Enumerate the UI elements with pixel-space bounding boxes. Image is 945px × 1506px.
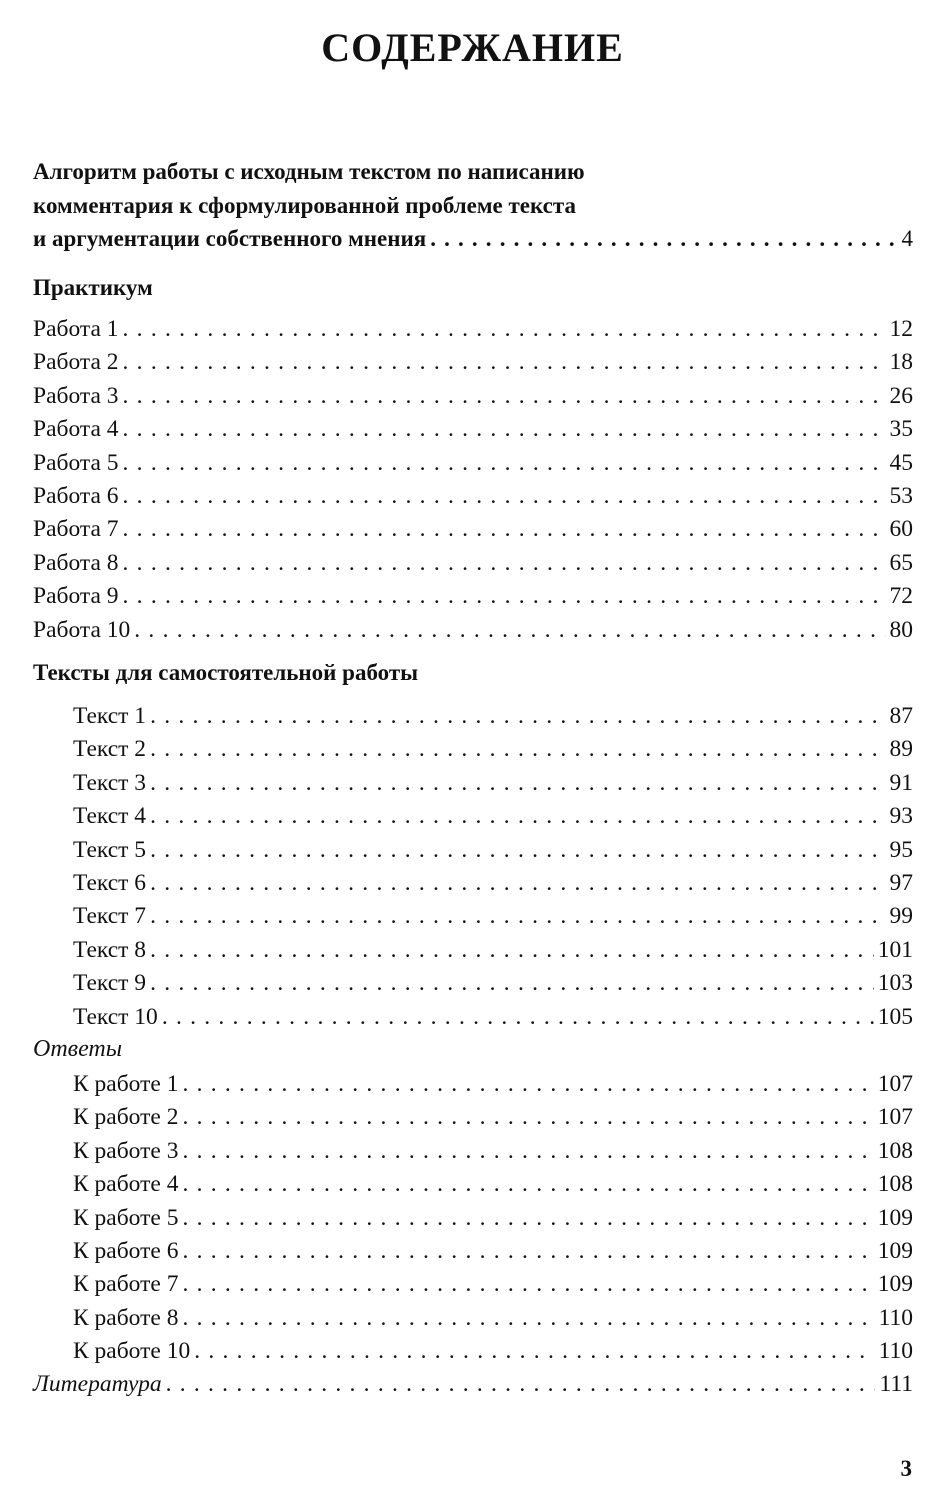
toc-entry[interactable] xyxy=(73,1202,913,1235)
intro-line-3: и аргументации собственного мнения xyxy=(33,226,427,251)
toc-entry[interactable] xyxy=(73,800,913,833)
leader-dots xyxy=(150,800,885,833)
toc-entry-label: К работе 5 xyxy=(73,1204,179,1231)
toc-entry[interactable] xyxy=(73,733,913,766)
toc-entry-page: 105 xyxy=(877,1003,913,1030)
toc-entry-label: Работа 5 xyxy=(33,449,119,476)
toc-entry[interactable] xyxy=(73,867,913,900)
toc-entry-page: 103 xyxy=(877,970,913,997)
toc-entry[interactable] xyxy=(33,313,913,346)
toc-entry[interactable] xyxy=(33,513,913,546)
leader-dots xyxy=(123,313,886,346)
leader-dots xyxy=(182,1168,873,1201)
toc-entry-label: Работа 1 xyxy=(33,316,119,342)
leader-dots xyxy=(123,447,886,480)
toc-entry-label: Текст 3 xyxy=(73,769,147,796)
leader-dots xyxy=(162,1001,874,1034)
leader-dots xyxy=(123,480,886,513)
leader-dots xyxy=(182,1101,873,1134)
toc-entry-label: К работе 2 xyxy=(73,1104,179,1131)
leader-dots xyxy=(123,346,886,379)
leader-dots xyxy=(150,867,885,900)
toc-entry[interactable] xyxy=(73,1101,913,1134)
toc-entry-page: 109 xyxy=(877,1204,913,1231)
toc-entry[interactable] xyxy=(73,767,913,800)
toc-entry-label: Работа 2 xyxy=(33,349,119,376)
toc-intro-last-line[interactable] xyxy=(33,222,913,255)
toc-entry[interactable] xyxy=(73,1001,913,1034)
toc-entry-label: Текст 10 xyxy=(73,1003,158,1030)
toc-entry-label: Работа 10 xyxy=(33,616,131,643)
toc-entry[interactable] xyxy=(33,447,913,480)
leader-dots xyxy=(182,1202,873,1235)
toc-entry-page: 26 xyxy=(889,382,913,409)
leader-dots xyxy=(150,834,885,867)
toc-entry[interactable] xyxy=(73,1268,913,1301)
toc-entry-label: Работа 6 xyxy=(33,483,119,509)
toc-entry-page: 95 xyxy=(889,836,913,863)
toc-entry-page: 72 xyxy=(889,583,913,610)
toc-entry[interactable] xyxy=(73,1135,913,1168)
toc-entry-page: 89 xyxy=(889,736,913,763)
toc-entry-page: 87 xyxy=(889,703,913,729)
toc-entry-page: 91 xyxy=(889,769,913,796)
toc-entry-page: 107 xyxy=(877,1104,913,1131)
literature-label: Литература xyxy=(33,1371,162,1397)
toc-entry-page: 93 xyxy=(889,803,913,830)
leader-dots xyxy=(182,1235,873,1268)
toc-entry-label: Работа 3 xyxy=(33,382,119,409)
leader-dots xyxy=(430,222,897,255)
toc-entry-label: К работе 6 xyxy=(73,1238,179,1264)
leader-dots xyxy=(123,380,886,413)
leader-dots xyxy=(123,513,886,546)
toc-entry-page: 60 xyxy=(889,516,913,543)
toc-entry-label: К работе 1 xyxy=(73,1071,179,1097)
page-title: СОДЕРЖАНИЕ xyxy=(321,25,624,70)
leader-dots xyxy=(150,700,885,733)
toc-entry-page: 80 xyxy=(889,616,913,643)
section-heading-answers: Ответы xyxy=(33,1036,123,1062)
toc-entry-page: 109 xyxy=(877,1238,913,1264)
toc-entry-page: 18 xyxy=(889,349,913,376)
leader-dots xyxy=(182,1068,873,1101)
toc-entry-literature[interactable] xyxy=(33,1368,913,1401)
section-heading-practicum: Практикум xyxy=(33,275,153,300)
toc-entry[interactable] xyxy=(73,834,913,867)
toc-entry-label: Текст 2 xyxy=(73,736,147,763)
toc-entry-page: 99 xyxy=(889,903,913,930)
toc-entry[interactable] xyxy=(33,580,913,613)
toc-entry-label: Текст 1 xyxy=(73,703,147,729)
toc-entry-label: К работе 10 xyxy=(73,1338,191,1365)
toc-entry-label: Текст 4 xyxy=(73,803,147,830)
toc-entry-page: 108 xyxy=(877,1171,913,1198)
toc-entry-label: Текст 6 xyxy=(73,870,147,896)
toc-entry-label: Работа 8 xyxy=(33,549,119,576)
intro-page: 4 xyxy=(901,226,913,251)
intro-line-1: Алгоритм работы с исходным текстом по написанию xyxy=(33,159,585,184)
toc-entry[interactable] xyxy=(33,480,913,513)
leader-dots xyxy=(150,900,885,933)
toc-entry-label: К работе 8 xyxy=(73,1304,179,1331)
toc-entry-page: 97 xyxy=(889,870,913,896)
toc-entry-label: К работе 4 xyxy=(73,1171,179,1198)
toc-entry[interactable] xyxy=(33,614,913,647)
literature-page: 111 xyxy=(879,1371,913,1397)
toc-entry[interactable] xyxy=(73,967,913,1000)
leader-dots xyxy=(182,1135,873,1168)
leader-dots xyxy=(166,1368,876,1401)
toc-entry-label: Текст 8 xyxy=(73,936,147,963)
toc-entry-page: 53 xyxy=(889,483,913,509)
toc-entry[interactable] xyxy=(73,1235,913,1268)
toc-entry[interactable] xyxy=(33,547,913,580)
intro-line-2: комментария к сформулированной проблеме текста xyxy=(33,193,576,218)
toc-entry[interactable] xyxy=(73,900,913,933)
toc-entry-page: 110 xyxy=(878,1304,913,1331)
toc-intro-entry[interactable] xyxy=(33,155,913,223)
toc-entry-page: 65 xyxy=(889,549,913,576)
toc-entry[interactable] xyxy=(33,346,913,379)
toc-entry-label: К работе 3 xyxy=(73,1137,179,1164)
toc-entry-page: 109 xyxy=(877,1271,913,1298)
toc-entry-label: Текст 7 xyxy=(73,903,147,930)
leader-dots xyxy=(150,934,874,967)
toc-entry-label: К работе 7 xyxy=(73,1271,179,1298)
toc-entry-page: 45 xyxy=(889,449,913,476)
toc-entry-page: 101 xyxy=(877,936,913,963)
toc-entry[interactable] xyxy=(73,700,913,733)
leader-dots xyxy=(194,1335,874,1368)
leader-dots xyxy=(182,1302,874,1335)
leader-dots xyxy=(150,733,885,766)
toc-entry[interactable] xyxy=(73,934,913,967)
page-number: 3 xyxy=(900,1456,912,1481)
toc-entry-page: 107 xyxy=(877,1071,913,1097)
leader-dots xyxy=(182,1268,873,1301)
toc-entry[interactable] xyxy=(33,380,913,413)
toc-entry-page: 108 xyxy=(877,1137,913,1164)
toc-entry-label: Работа 9 xyxy=(33,583,119,610)
toc-entry-page: 35 xyxy=(889,416,913,443)
toc-entry-label: Работа 4 xyxy=(33,416,119,443)
leader-dots xyxy=(150,967,874,1000)
toc-entry[interactable] xyxy=(73,1335,913,1368)
toc-entry[interactable] xyxy=(73,1068,913,1101)
leader-dots xyxy=(150,767,885,800)
leader-dots xyxy=(123,580,886,613)
toc-entry[interactable] xyxy=(33,413,913,446)
section-heading-texts: Тексты для самостоятельной работы xyxy=(33,660,419,685)
toc-entry[interactable] xyxy=(73,1302,913,1335)
toc-entry[interactable] xyxy=(73,1168,913,1201)
leader-dots xyxy=(123,547,886,580)
toc-entry-label: Работа 7 xyxy=(33,516,119,543)
toc-entry-page: 12 xyxy=(889,316,913,342)
toc-entry-label: Текст 9 xyxy=(73,970,147,997)
toc-entry-page: 110 xyxy=(878,1338,913,1365)
leader-dots xyxy=(134,614,885,647)
leader-dots xyxy=(123,413,886,446)
toc-entry-label: Текст 5 xyxy=(73,836,147,863)
